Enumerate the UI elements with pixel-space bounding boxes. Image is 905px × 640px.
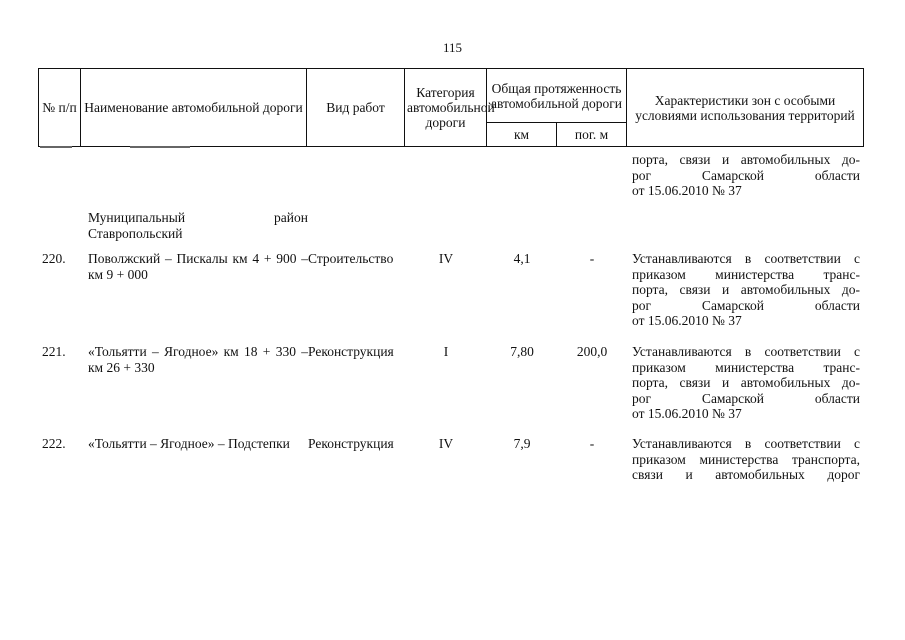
table-header bbox=[38, 68, 864, 147]
char-line: приказом министерства транспорта, bbox=[632, 451, 860, 467]
header-category: Категория автомобильной дороги bbox=[405, 69, 487, 147]
char-line: порта, связи и автомобильных до- bbox=[632, 282, 860, 297]
char-line: от 15.06.2010 № 37 bbox=[632, 406, 742, 421]
row-number: 222. bbox=[42, 436, 66, 451]
char-line: Устанавливаются в соответствии с bbox=[632, 344, 860, 359]
road-category: IV bbox=[438, 251, 454, 266]
zone-characteristics bbox=[632, 436, 860, 483]
char-line: порта, связи и автомобильных до- bbox=[632, 152, 860, 167]
page-number: 115 bbox=[442, 40, 463, 55]
section-title: Муниципальный район Ставропольский bbox=[88, 210, 308, 241]
length-m: - bbox=[589, 251, 595, 266]
length-m: 200,0 bbox=[576, 344, 608, 359]
char-line: приказом министерства транс- bbox=[632, 359, 860, 375]
header-length-m: пог. м bbox=[557, 123, 627, 147]
char-line: рог Самарской области bbox=[632, 297, 860, 313]
road-name: Поволжский – Пискалы км 4 + 900 – км 9 + 000 bbox=[88, 251, 308, 282]
char-line: связи и автомобильных дорог bbox=[632, 467, 860, 482]
char-line: рог Самарской области bbox=[632, 167, 860, 183]
char-line: от 15.06.2010 № 37 bbox=[632, 313, 742, 328]
header-work: Вид работ bbox=[307, 69, 405, 147]
work-type: Строительство bbox=[308, 251, 394, 266]
zone-characteristics bbox=[632, 251, 860, 329]
char-line: Устанавливаются в соответствии с bbox=[632, 436, 860, 451]
road-name: «Тольятти – Ягодное» км 18 + 330 – км 26 + 330 bbox=[88, 344, 308, 375]
header-length: Общая протяженность автомобильной дороги bbox=[487, 69, 627, 123]
zone-characteristics bbox=[632, 344, 860, 422]
char-line: порта, связи и автомобильных до- bbox=[632, 375, 860, 390]
char-line: от 15.06.2010 № 37 bbox=[632, 183, 742, 198]
char-line: приказом министерства транс- bbox=[632, 266, 860, 282]
length-km: 7,80 bbox=[510, 344, 534, 359]
road-name: «Тольятти – Ягодное» – Подстепки bbox=[88, 436, 290, 451]
char-line: рог Самарской области bbox=[632, 390, 860, 406]
header-num: № п/п bbox=[39, 69, 81, 147]
road-category: IV bbox=[438, 436, 454, 451]
header-length-km: км bbox=[487, 123, 557, 147]
header-characteristics: Характеристики зон с особыми условиями использования территорий bbox=[627, 69, 864, 147]
header-name: Наименование автомобильной дороги bbox=[81, 69, 307, 147]
length-km: 7,9 bbox=[513, 436, 531, 451]
scan-artifact bbox=[130, 146, 190, 148]
length-m: - bbox=[589, 436, 595, 451]
work-type: Реконструкция bbox=[308, 344, 394, 359]
scan-artifact bbox=[40, 146, 72, 148]
work-type: Реконструкция bbox=[308, 436, 394, 451]
row-number: 221. bbox=[42, 344, 66, 359]
char-line: Устанавливаются в соответствии с bbox=[632, 251, 860, 266]
row-number: 220. bbox=[42, 251, 66, 266]
continuation-characteristics bbox=[632, 152, 860, 199]
road-category: I bbox=[443, 344, 449, 359]
length-km: 4,1 bbox=[513, 251, 531, 266]
